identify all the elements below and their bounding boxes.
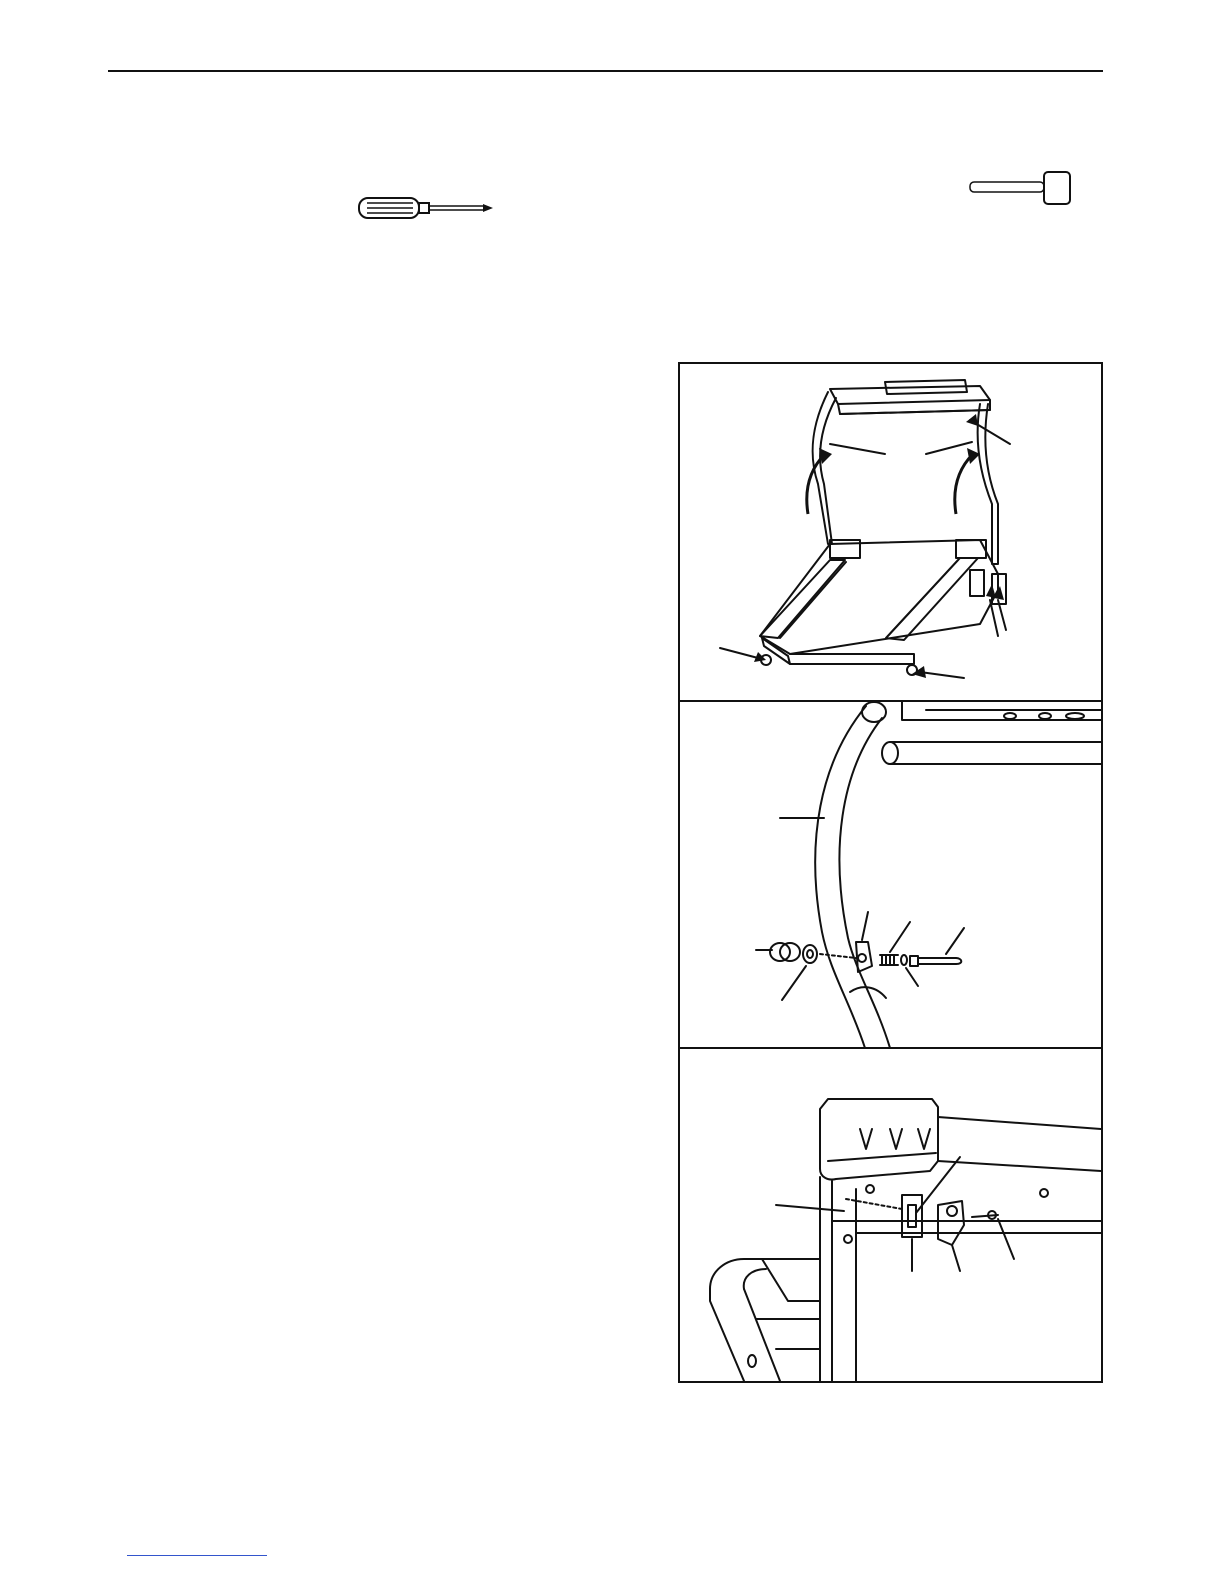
screwdriver-icon: [357, 195, 497, 221]
top-rule: [108, 70, 1103, 72]
upright-bolt-illustration: [680, 702, 1101, 1048]
footer-link-underline: [127, 1555, 267, 1556]
mallet-icon: [968, 170, 1074, 206]
console-bracket-illustration: [680, 1049, 1101, 1381]
figure-2-panel: [678, 700, 1103, 1050]
figure-3-panel: [678, 1047, 1103, 1383]
treadmill-illustration: [680, 364, 1101, 700]
figure-1-panel: [678, 362, 1103, 702]
